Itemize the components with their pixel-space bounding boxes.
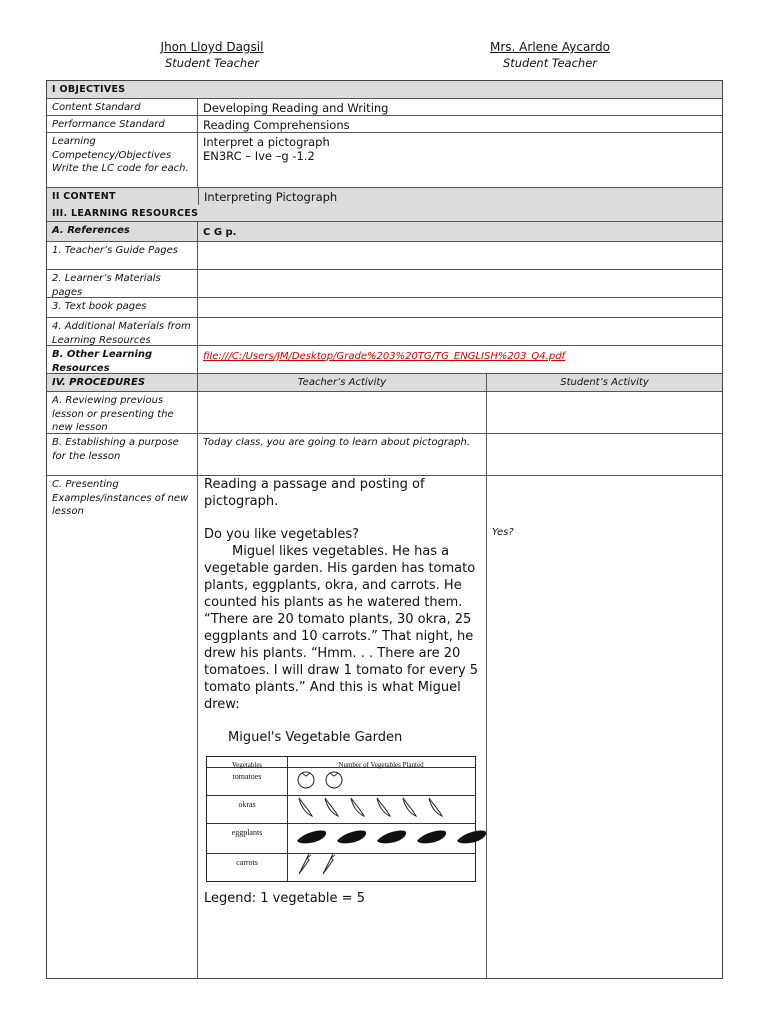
tg-pages-row	[47, 242, 722, 270]
tg-pages-label: 1. Teacher’s Guide Pages	[47, 242, 198, 269]
other-resources-row	[47, 346, 722, 374]
tomatoe-icon	[295, 769, 317, 793]
purpose-label: B. Establishing a purpose for the lesson	[47, 434, 198, 475]
okra-icon	[373, 796, 393, 822]
pictograph-col1: Vegetables	[231, 761, 263, 769]
tomatoe-icon	[323, 769, 345, 793]
pictograph-row-label: eggplants	[231, 828, 263, 837]
reviewing-label: A. Reviewing previous lesson or presenting the new lesson	[47, 392, 198, 433]
okra-icon	[295, 796, 315, 822]
eggplant-icon	[415, 827, 449, 849]
content-value: Interpreting Pictograph	[198, 188, 722, 205]
other-resources-label: B. Other Learning Resources	[52, 349, 153, 374]
presenting-intro: Reading a passage and posting of pictograph.	[204, 477, 425, 509]
procedures-row	[47, 374, 722, 392]
legend: Legend: 1 vegetable = 5	[204, 891, 365, 906]
lm-pages-label: 2. Learner’s Materials pages	[47, 270, 198, 297]
content-standard-value: Developing Reading and Writing	[203, 101, 389, 115]
performance-standard-value: Reading Comprehensions	[203, 118, 350, 132]
carrot-icon	[295, 852, 313, 880]
lesson-plan-table	[46, 80, 723, 979]
resources-row	[47, 205, 722, 222]
additional-row	[47, 318, 722, 346]
pictograph-row	[207, 823, 475, 854]
presenting-teacher-cell	[198, 476, 487, 979]
okra-icon	[321, 796, 341, 822]
eggplant-icon	[455, 827, 489, 849]
competency-value: Interpret a pictograph	[203, 135, 330, 149]
teacher-name-left: Jhon Lloyd Dagsil	[160, 40, 264, 54]
objectives-row	[47, 81, 722, 99]
teacher-activity-heading: Teacher’s Activity	[198, 374, 487, 391]
teacher-name-right: Mrs. Arlene Aycardo	[490, 40, 610, 54]
presenting-question: Do you like vegetables?	[204, 527, 360, 542]
content-standard-row	[47, 99, 722, 116]
pictograph-row	[207, 795, 475, 824]
procedures-heading: IV. PROCEDURES	[52, 377, 146, 388]
pictograph-row	[207, 767, 475, 796]
presenting-passage: Miguel likes vegetables. He has a vegetable garden. His garden has tomato plants, eggplants, okra, and carrots. He counted his plants as he watered them. “There are 20 tomato plants, 30 okra, 25 eggplants and 10 carrots.” That night, he drew his plants. “Hmm. . . There are 20 tomatoes. I will draw 1 tomato for every 5 tomato plants.” And this is what Miguel drew:	[204, 544, 479, 712]
content-standard-label: Content Standard	[47, 99, 198, 115]
header-right	[440, 40, 660, 70]
eggplant-icon	[295, 827, 329, 849]
okra-icon	[347, 796, 367, 822]
references-value: C G p.	[203, 227, 237, 238]
presenting-row	[47, 476, 722, 979]
textbook-label: 3. Text book pages	[47, 298, 198, 317]
pictograph	[206, 756, 476, 882]
competency-label: Learning Competency/Objectives Write the LC code for each.	[47, 133, 198, 187]
lm-pages-row	[47, 270, 722, 298]
competency-code: EN3RC – Ive –g -1.2	[203, 149, 315, 163]
eggplant-icon	[335, 827, 369, 849]
pictograph-row-label: tomatoes	[232, 772, 262, 781]
graph-title: Miguel's Vegetable Garden	[228, 730, 403, 745]
pictograph-row-label: carrots	[236, 858, 258, 867]
additional-label: 4. Additional Materials from Learning Resources	[47, 318, 198, 345]
okra-icon	[399, 796, 419, 822]
teacher-role-right: Student Teacher	[502, 56, 598, 70]
references-label: A. References	[52, 225, 130, 236]
content-row	[47, 188, 722, 205]
pictograph-row	[207, 853, 475, 879]
content-heading: II CONTENT	[52, 191, 116, 202]
textbook-row	[47, 298, 722, 318]
student-answer: Yes?	[492, 527, 514, 538]
purpose-teacher-text: Today class, you are going to learn about pictograph.	[198, 434, 487, 475]
eggplant-icon	[375, 827, 409, 849]
references-row	[47, 222, 722, 242]
pictograph-row-label: okras	[238, 800, 256, 809]
resources-heading: III. LEARNING RESOURCES	[52, 208, 199, 219]
competency-row	[47, 133, 722, 188]
reviewing-row	[47, 392, 722, 434]
carrot-icon	[319, 852, 337, 880]
other-resources-link[interactable]: file:///C:/Users/JM/Desktop/Grade%203%20TG/TG_ENGLISH%203_Q4.pdf	[203, 351, 566, 362]
performance-standard-row	[47, 116, 722, 133]
teacher-role-left: Student Teacher	[164, 56, 260, 70]
presenting-label: C. Presenting Examples/instances of new lesson	[47, 476, 198, 979]
student-activity-heading: Student’s Activity	[560, 377, 649, 388]
purpose-row	[47, 434, 722, 476]
performance-standard-label: Performance Standard	[47, 116, 198, 132]
pictograph-col2: Number of Vegetables Planted	[338, 761, 424, 769]
header-left	[102, 40, 322, 70]
okra-icon	[425, 796, 445, 822]
objectives-heading: I OBJECTIVES	[52, 84, 126, 95]
